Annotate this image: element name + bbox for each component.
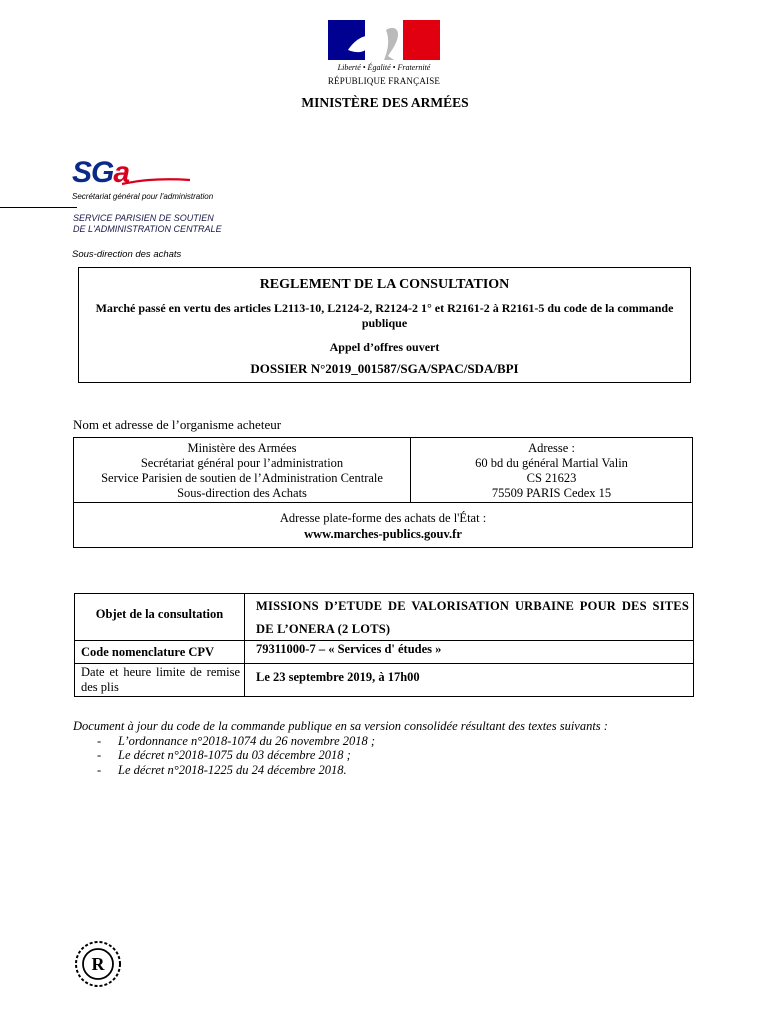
buyer-line: Ministère des Armées	[187, 441, 297, 455]
platform-link[interactable]: www.marches-publics.gouv.fr	[304, 527, 462, 541]
sga-logo	[70, 156, 250, 202]
platform-label: Adresse plate-forme des achats de l'État :	[279, 511, 487, 525]
address-line: CS 21623	[526, 471, 577, 485]
cpv-value: 79311000-7 – « Services d' études »	[256, 642, 442, 656]
note-intro: Document à jour du code de la commande publique en sa version consolidée résultant des textes suivants :	[73, 719, 608, 733]
sga-swoosh-icon	[120, 174, 192, 188]
republic-name: RÉPUBLIQUE FRANÇAISE	[327, 76, 441, 86]
list-item: - Le décret n°2018-1225 du 24 décembre 2018.	[97, 762, 347, 777]
list-item: - L’ordonnance n°2018-1074 du 26 novembre 2018 ;	[97, 733, 376, 748]
title-box	[78, 267, 691, 383]
procedure-type: Appel d’offres ouvert	[329, 340, 440, 354]
service-line-2: DE L'ADMINISTRATION CENTRALE	[73, 224, 222, 234]
marianne-logo	[326, 20, 442, 90]
ministry-title: MINISTÈRE DES ARMÉES	[301, 95, 469, 110]
divider	[0, 207, 77, 208]
sous-direction: Sous-direction des achats	[72, 249, 182, 260]
buyer-line: Sous-direction des Achats	[177, 486, 307, 500]
deadline-label: Date et heure limite de remise des plis	[81, 665, 240, 694]
address-line: 60 bd du général Martial Valin	[475, 456, 628, 470]
sga-logo-letters: SGa	[72, 156, 130, 189]
buyer-label: Nom et adresse de l’organisme acheteur	[73, 417, 282, 432]
buyer-address-cell	[411, 438, 692, 502]
buyer-line: Service Parisien de soutien de l’Administration Centrale	[101, 471, 383, 485]
dossier-number: DOSSIER N°2019_001587/SGA/SPAC/SDA/BPI	[250, 361, 519, 376]
object-value: MISSIONS D’ETUDE DE VALORISATION URBAINE POUR DES SITES DE L’ONERA (2 LOTS)	[256, 599, 689, 636]
legal-basis: Marché passé en vertu des articles L2113-10, L2124-2, R2124-2 1° et R2161-2 à R2161-5 du code de la commande publique	[95, 301, 674, 330]
service-name	[73, 213, 222, 235]
buyer-name-cell	[74, 438, 411, 502]
deadline-value: Le 23 septembre 2019, à 17h00	[256, 670, 420, 684]
service-line-1: SERVICE PARISIEN DE SOUTIEN	[73, 213, 214, 223]
marianne-profile-icon	[328, 20, 440, 60]
cpv-label: Code nomenclature CPV	[81, 645, 215, 659]
registered-seal-icon	[73, 939, 123, 989]
document-note	[73, 719, 608, 777]
consultation-table	[74, 593, 694, 697]
list-item: - Le décret n°2018-1075 du 03 décembre 2018 ;	[97, 748, 351, 762]
document-title: REGLEMENT DE LA CONSULTATION	[259, 277, 510, 292]
address-line: 75509 PARIS Cedex 15	[491, 486, 612, 500]
object-label: Objet de la consultation	[95, 607, 224, 621]
buyer-line: Secrétariat général pour l’administration	[140, 456, 344, 470]
svg-text:R: R	[91, 954, 105, 974]
buyer-table	[73, 437, 693, 548]
republic-motto: Liberté • Égalité • Fraternité	[337, 63, 431, 72]
sga-subtitle: Secrétariat général pour l'administration	[72, 192, 214, 201]
platform-cell	[74, 502, 692, 547]
address-line: Adresse :	[528, 441, 575, 455]
tricolor-flag-icon	[328, 20, 440, 60]
